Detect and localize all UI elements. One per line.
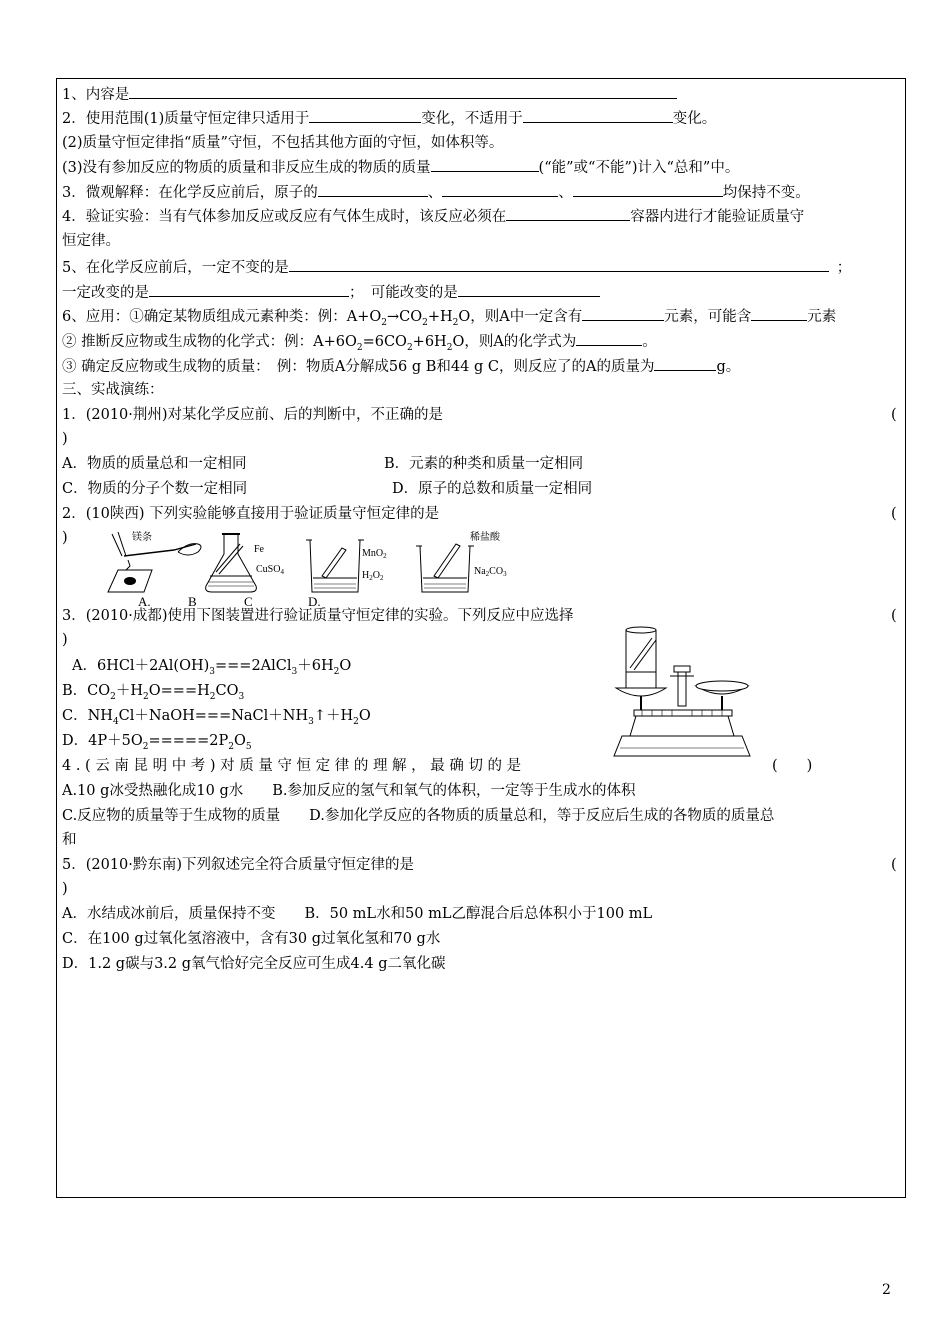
q5-options-ab: A．水结成冰前后，质量保持不变 B．50 mL水和50 mL乙醇混合后总体积小于100 mL [62, 906, 653, 922]
q2-answer-bracket-close: ) [62, 530, 68, 546]
line-micro-explain: 3．微观解释：在化学反应前后，原子的 、 、 均保持不变。 [62, 182, 810, 203]
fe-label: Fe [254, 544, 264, 555]
line-application-3: ③ 确定反应物或生成物的质量： 例：物质A分解成56 g B和44 g C，则反应了的A的质量为 g。 [62, 356, 740, 377]
q3-answer-bracket-open: ( [891, 608, 897, 624]
page-number: 2 [882, 1282, 891, 1298]
na2co3-label: $Na_2CO_3$ [474, 566, 507, 578]
worksheet-frame [56, 78, 906, 1198]
q5-answer-bracket-open: ( [891, 857, 897, 873]
line-application-2: ② 推断反应物或生成物的化学式：例：$A+6O_2=6CO_2+6H_2O$，则A的化学式为 。 [62, 331, 657, 358]
question-4: 4.(云南昆明中考)对质量守恒定律的理解，最确切的是 [62, 758, 526, 774]
line-must-unchanged: 5、在化学反应前后，一定不变的是 ； [62, 257, 851, 278]
mno2-label: MnO$_2$ [362, 548, 387, 560]
line-verify-cont: 恒定律。 [62, 233, 120, 249]
q1-answer-bracket-close: ) [62, 431, 68, 447]
q2-answer-bracket-open: ( [891, 506, 897, 522]
q1-option-c: C．物质的分子个数一定相同 [62, 481, 248, 497]
question-3: 3．(2010·成都)使用下图装置进行验证质量守恒定律的实验。下列反应中应选择 [62, 608, 574, 624]
question-5: 5．(2010·黔东南)下列叙述完全符合质量守恒定律的是 [62, 857, 415, 873]
q3-option-a: A．$6HCl+2Al(OH)_3===2AlCl_3+6H_2O$ [72, 658, 352, 677]
mg-label: 镁条 [132, 532, 152, 543]
apparatus-b-flask [188, 534, 284, 609]
balance-scale-figure [612, 622, 762, 764]
line-content: 1、内容是 [62, 84, 677, 105]
q5-option-d: D．1.2 g碳与3.2 g氧气恰好完全反应可生成4.4 g二氧化碳 [62, 956, 446, 972]
q1-option-a: A．物质的质量总和一定相同 [62, 456, 247, 472]
q3-option-b: B．$CO_2+H_2O===H_2CO_3$ [62, 683, 245, 702]
apparatus-d-beaker [416, 530, 507, 592]
line-scope: 2．使用范围(1)质量守恒定律只适用于 变化，不适用于 变化。 [62, 108, 716, 129]
section-practice-heading: 三、实战演练： [62, 382, 164, 398]
line-application-1: 6、应用：①确定某物质组成元素种类：例：$A+O_2\to CO_2+H_2O$，则A中一定含有 元素，可能含 元素 [62, 306, 836, 333]
line-non-reacting: (3)没有参加反应的物质的质量和非反应生成的物质的质量 (“能”或“不能”)计入“总和”中。 [62, 157, 739, 178]
option-a-label: A. [138, 594, 151, 609]
line-must-change: 一定改变的是 ； 可能改变的是 [62, 282, 600, 303]
apparatus-c-beaker [306, 540, 387, 609]
q2-apparatus-figure [78, 526, 558, 610]
q3-answer-bracket-close: ) [62, 632, 68, 648]
line-mass-only: (2)质量守恒定律指“质量”守恒，不包括其他方面的守恒，如体积等。 [62, 135, 504, 151]
question-1: 1．(2010·荆州)对某化学反应前、后的判断中，不正确的是 [62, 407, 444, 423]
q4-options-ab: A.10 g冰受热融化成10 g水 B.参加反应的氢气和氧气的体积，一定等于生成水的体积 [62, 783, 636, 799]
q4-answer-bracket: ( ) [772, 758, 813, 774]
q4-options-cd: C.反应物的质量等于生成物的质量 D.参加化学反应的各物质的质量总和，等于反应后生成的各物质的质量总 [62, 808, 775, 824]
h2o2-label: $H_2O_2$ [362, 570, 384, 582]
q4-option-d-cont: 和 [62, 832, 77, 848]
q3-option-c: C．$NH_4Cl+NaOH===NaCl+NH_3↑+H_2O$ [62, 708, 371, 727]
hcl-label: 稀盐酸 [470, 532, 500, 543]
option-d-label: D. [308, 594, 321, 609]
q1-option-b: B．元素的种类和质量一定相同 [384, 456, 584, 472]
q1-option-d: D．原子的总数和质量一定相同 [392, 481, 593, 497]
question-2: 2．(10陕西) 下列实验能够直接用于验证质量守恒定律的是 [62, 506, 440, 522]
q1-answer-bracket-open: ( [891, 407, 897, 423]
option-c-label: C [244, 594, 253, 609]
line-verify-experiment: 4．验证实验：当有气体参加反应或反应有气体生成时，该反应必须在 容器内进行才能验证质量守 [62, 206, 804, 227]
cuso4-label: CuSO$_4$ [256, 564, 284, 576]
q5-option-c: C．在100 g过氧化氢溶液中，含有30 g过氧化氢和70 g水 [62, 931, 441, 947]
option-b-label: B [188, 594, 197, 609]
q5-answer-bracket-close: ) [62, 881, 68, 897]
q3-option-d: D．$4P+5O_2=====2P_2O_5$ [62, 733, 252, 752]
